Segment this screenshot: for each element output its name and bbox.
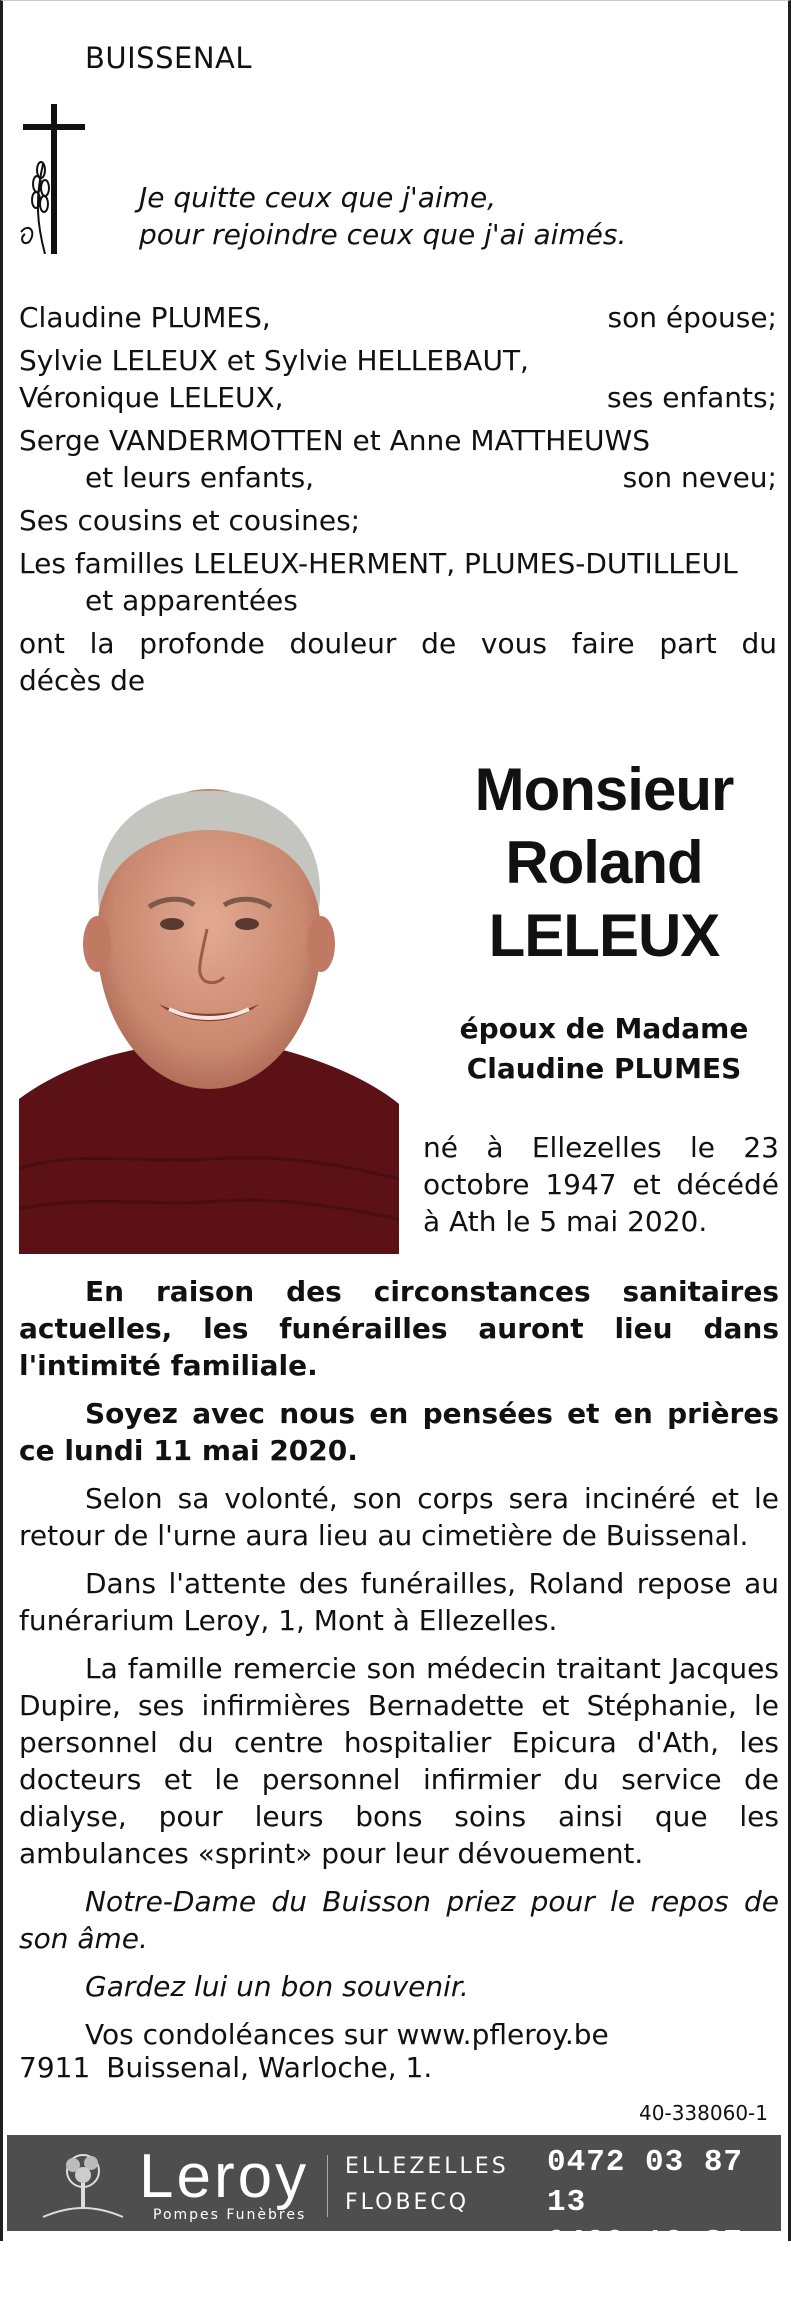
family-cousins: Ses cousins et cousines; <box>19 504 361 537</box>
family-list <box>19 299 777 699</box>
quote-line-1: Je quitte ceux que j'aime, <box>139 181 497 214</box>
brand-name: Leroy <box>139 2142 310 2211</box>
deceased-title: Monsieur <box>474 756 734 823</box>
spouse-line-2: Claudine PLUMES <box>466 1052 742 1085</box>
family-nephew-row <box>19 459 777 496</box>
brand-tagline: Pompes Funèbres <box>153 2207 307 2223</box>
deceased-name <box>429 753 779 972</box>
family-relation: son épouse; <box>607 301 777 334</box>
address-postcode: 7911 <box>19 2051 91 2084</box>
family-relation: ses enfants; <box>606 381 777 414</box>
paragraph-circumstances: En raison des circonstances sanitaires actuelles, les funérailles auront lieu dans l'intimité familiale. <box>19 1275 779 1382</box>
deceased-last-name: LELEUX <box>488 902 720 969</box>
birth-death-text: né à Ellezelles le 23 octobre 1947 et décédé à Ath le 5 mai 2020. <box>423 1131 779 1238</box>
city-ellezelles: ELLEZELLES <box>345 2154 509 2179</box>
family-name: et leurs enfants, <box>85 461 315 494</box>
announcement-line-1: ont la profonde douleur de vous faire part du <box>19 627 777 660</box>
family-children-row <box>19 379 777 416</box>
city-flobecq: FLOBECQ <box>345 2190 470 2215</box>
paragraph-thanks: La famille remercie son médecin traitant Jacques Dupire, ses infirmières Bernadette et Stéphanie, le personnel du centre hospitalier Epicura d'Ath, les docteurs et le personnel infirmier du service de dialyse, pour leurs bons soins ainsi que les ambulances «sprint» pour leur dévouement. <box>19 1652 779 1870</box>
paragraph-cremation: Selon sa volonté, son corps sera incinéré et le retour de l'urne aura lieu au cimetière de Buissenal. <box>19 1482 779 1552</box>
spouse-line-1: époux de Madame <box>459 1012 749 1045</box>
family-relation: son neveu; <box>622 461 777 494</box>
family-nephew-line: Serge VANDERMOTTEN et Anne MATTHEUWS <box>19 424 650 457</box>
family-name: Claudine PLUMES, <box>19 301 271 334</box>
family-families-line: Les familles LELEUX-HERMENT, PLUMES-DUTILLEUL <box>19 547 738 580</box>
paragraph-funerarium: Dans l'attente des funérailles, Roland repose au funérarium Leroy, 1, Mont à Ellezelles. <box>19 1567 779 1637</box>
family-families-line-2: et apparentées <box>85 584 298 617</box>
phone-ellezelles: 0472 03 87 13 <box>547 2145 744 2220</box>
address <box>19 2051 448 2084</box>
paragraph-prayers: Soyez avec nous en pensées et en prières ce lundi 11 mai 2020. <box>19 1397 779 1467</box>
family-name: Véronique LELEUX, <box>19 381 284 414</box>
paragraph-prayer: Notre-Dame du Buisson priez pour le repos de son âme. <box>19 1885 779 1955</box>
tree-logo-icon <box>41 2145 125 2225</box>
cross-with-wheat-icon <box>15 104 95 254</box>
paragraph-memory: Gardez lui un bon souvenir. <box>85 1970 469 2003</box>
village-heading: BUISSENAL <box>85 41 253 75</box>
banner-divider <box>327 2155 328 2217</box>
announcement-line-2: décès de <box>19 664 146 697</box>
paragraph-condolences: Vos condoléances sur www.pfleroy.be <box>85 2018 609 2051</box>
spouse-info <box>429 1009 779 1089</box>
quote-line-2: pour rejoindre ceux que j'ai aimés. <box>139 218 627 251</box>
deceased-first-name: Roland <box>505 829 703 896</box>
phone-flobecq: 0499 19 87 14 <box>547 2225 744 2300</box>
quote <box>139 179 626 253</box>
address-street: Buissenal, Warloche, 1. <box>106 2051 433 2084</box>
notice-body <box>19 1273 779 2064</box>
funeral-home-banner <box>7 2135 781 2300</box>
family-spouse-row <box>19 299 777 336</box>
family-children-line: Sylvie LELEUX et Sylvie HELLEBAUT, <box>19 344 529 377</box>
banner-phones <box>547 2143 781 2303</box>
birth-death-info <box>423 1129 779 1240</box>
banner-cities <box>345 2149 509 2221</box>
reference-number: 40-338060-1 <box>639 2101 768 2125</box>
portrait-photo <box>19 769 399 1254</box>
